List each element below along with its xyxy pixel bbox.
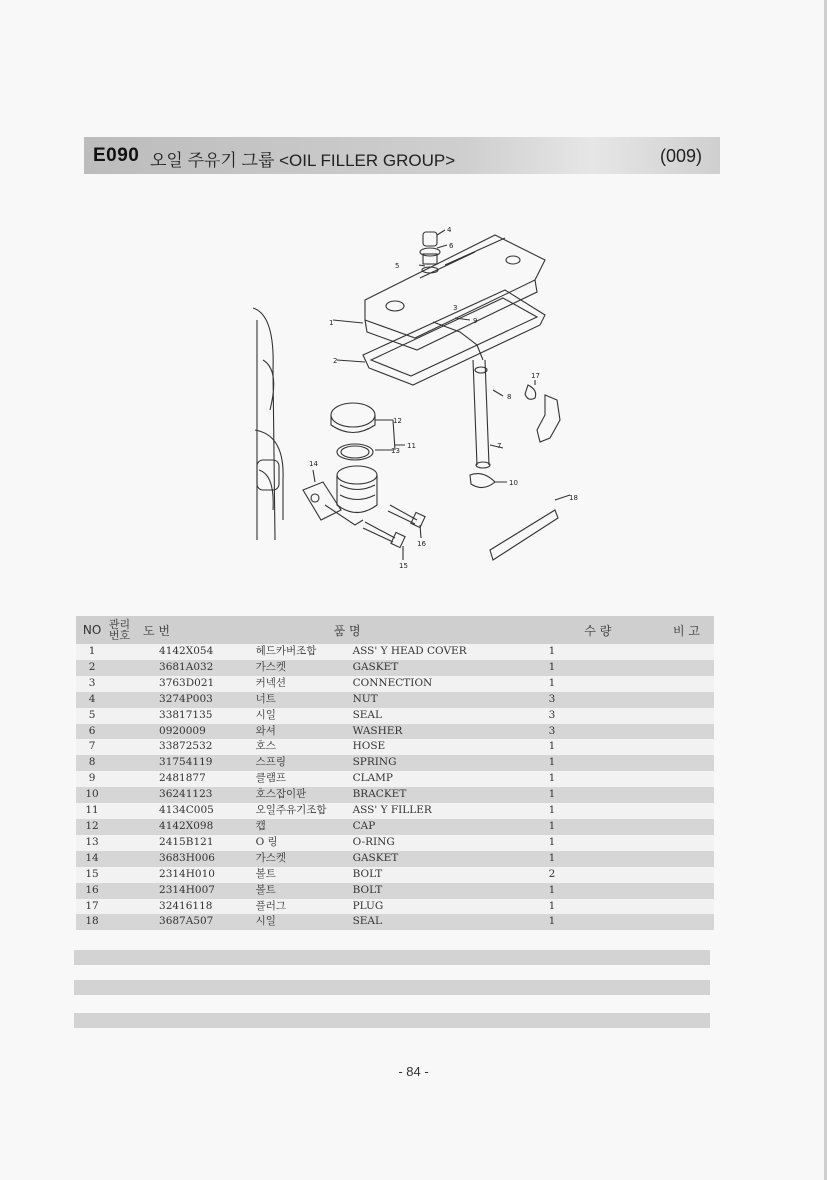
header-qty-label: 수 량 (584, 623, 612, 638)
row-note (651, 867, 714, 883)
callout-14: 14 (309, 460, 318, 468)
bracket-clip (470, 474, 495, 488)
row-mgmt (108, 835, 131, 851)
filler-gasket (303, 482, 341, 520)
row-name-korean: 오일주유기조합 (256, 803, 353, 819)
callout-4: 4 (447, 226, 452, 234)
callout-16: 16 (417, 540, 426, 548)
diagram-callout-labels (309, 226, 578, 570)
header-qty (502, 616, 651, 644)
table-row (76, 771, 714, 787)
section-title: 오일 주유기 그룹 <OIL FILLER GROUP> (150, 151, 456, 170)
row-part-number: 0920009 (131, 724, 256, 740)
row-mgmt (108, 708, 131, 724)
row-name-english: GASKET (353, 851, 503, 867)
row-part-number: 33872532 (131, 739, 256, 755)
callout-3: 3 (453, 304, 458, 312)
row-mgmt (108, 819, 131, 835)
row-name-korean: 와셔 (256, 724, 353, 740)
header-note-label: 비 고 (673, 623, 700, 638)
row-no: 12 (76, 819, 108, 835)
callout-9: 9 (473, 317, 478, 325)
callout-5: 5 (395, 262, 400, 270)
blank-row (74, 980, 710, 995)
row-no: 15 (76, 867, 108, 883)
row-part-number: 3687A507 (131, 914, 256, 930)
row-note (651, 708, 714, 724)
row-part-number: 4134C005 (131, 803, 256, 819)
row-name-english: SPRING (353, 755, 503, 771)
header-no (76, 616, 108, 644)
row-name-english: CAP (353, 819, 503, 835)
row-note (651, 771, 714, 787)
row-mgmt (108, 899, 131, 915)
row-mgmt (108, 755, 131, 771)
row-part-number: 4142X054 (131, 644, 256, 660)
nut-part (423, 232, 437, 246)
callout-11: 11 (407, 442, 416, 450)
row-no: 14 (76, 851, 108, 867)
table-row (76, 692, 714, 708)
row-part-number: 4142X098 (131, 819, 256, 835)
row-quantity: 1 (502, 676, 651, 692)
table-row (76, 644, 714, 660)
row-no: 10 (76, 787, 108, 803)
row-name-english: WASHER (353, 724, 503, 740)
row-no: 6 (76, 724, 108, 740)
row-mgmt (108, 867, 131, 883)
table-row (76, 899, 714, 915)
table-row (76, 867, 714, 883)
callout-10: 10 (509, 479, 518, 487)
row-quantity: 1 (502, 914, 651, 930)
row-quantity: 1 (502, 883, 651, 899)
row-part-number: 36241123 (131, 787, 256, 803)
row-name-korean: 헤드카버조합 (256, 644, 353, 660)
row-note (651, 755, 714, 771)
bolt-16 (388, 505, 417, 524)
row-part-number: 33817135 (131, 708, 256, 724)
head-cover (365, 235, 545, 338)
section-header (84, 137, 720, 174)
row-mgmt (108, 692, 131, 708)
callout-7: 7 (497, 442, 502, 450)
row-name-english: HOSE (353, 739, 503, 755)
row-note (651, 724, 714, 740)
callout-8: 8 (507, 393, 512, 401)
row-name-english: CONNECTION (353, 676, 503, 692)
blank-row (74, 950, 710, 965)
row-no: 17 (76, 899, 108, 915)
table-row (76, 755, 714, 771)
row-no: 11 (76, 803, 108, 819)
row-mgmt (108, 787, 131, 803)
row-name-korean: 클램프 (256, 771, 353, 787)
row-no: 4 (76, 692, 108, 708)
header-mgmt (108, 616, 131, 644)
row-mgmt (108, 660, 131, 676)
row-quantity: 1 (502, 851, 651, 867)
row-mgmt (108, 644, 131, 660)
row-quantity: 1 (502, 819, 651, 835)
header-name (256, 616, 503, 644)
row-mgmt (108, 803, 131, 819)
row-part-number: 3763D021 (131, 676, 256, 692)
row-note (651, 644, 714, 660)
row-quantity: 1 (502, 835, 651, 851)
row-name-korean: 시일 (256, 914, 353, 930)
row-no: 9 (76, 771, 108, 787)
row-name-korean: 볼트 (256, 867, 353, 883)
table-row (76, 787, 714, 803)
table-row (76, 708, 714, 724)
row-quantity: 1 (502, 771, 651, 787)
parts-table (76, 616, 714, 930)
callout-1: 1 (329, 319, 334, 327)
row-name-english: BRACKET (353, 787, 503, 803)
row-name-korean: 가스켓 (256, 660, 353, 676)
row-quantity: 1 (502, 899, 651, 915)
row-part-number: 2314H010 (131, 867, 256, 883)
callout-17: 17 (531, 372, 540, 380)
row-no: 7 (76, 739, 108, 755)
row-mgmt (108, 771, 131, 787)
row-note (651, 851, 714, 867)
parts-table-body (76, 644, 714, 930)
row-name-english: O-RING (353, 835, 503, 851)
table-row (76, 660, 714, 676)
row-mgmt (108, 851, 131, 867)
hose-part (473, 360, 489, 465)
row-name-english: GASKET (353, 660, 503, 676)
row-name-english: BOLT (353, 867, 503, 883)
row-quantity: 1 (502, 739, 651, 755)
row-name-english: SEAL (353, 708, 503, 724)
row-part-number: 31754119 (131, 755, 256, 771)
row-part-number: 32416118 (131, 899, 256, 915)
row-note (651, 883, 714, 899)
callout-13: 13 (391, 447, 400, 455)
row-note (651, 676, 714, 692)
row-quantity: 3 (502, 708, 651, 724)
row-note (651, 835, 714, 851)
row-name-korean: 너트 (256, 692, 353, 708)
header-name-label: 품 명 (333, 623, 361, 638)
row-name-english: NUT (353, 692, 503, 708)
header-mgmt-line1: 관리 (108, 618, 131, 631)
row-note (651, 914, 714, 930)
table-row (76, 851, 714, 867)
row-mgmt (108, 914, 131, 930)
table-row (76, 739, 714, 755)
row-name-korean: 스프링 (256, 755, 353, 771)
row-part-number: 3274P003 (131, 692, 256, 708)
row-no: 1 (76, 644, 108, 660)
table-row (76, 819, 714, 835)
row-part-number: 3683H006 (131, 851, 256, 867)
seal-strip (490, 510, 558, 560)
row-no: 5 (76, 708, 108, 724)
row-no: 13 (76, 835, 108, 851)
bolt-15 (363, 522, 395, 542)
engine-block-outline (253, 308, 283, 540)
row-quantity: 1 (502, 644, 651, 660)
row-quantity: 1 (502, 803, 651, 819)
section-code: E090 (93, 145, 140, 166)
row-name-english: BOLT (353, 883, 503, 899)
row-name-english: ASS' Y HEAD COVER (353, 644, 503, 660)
row-no: 3 (76, 676, 108, 692)
row-name-korean: O 링 (256, 835, 353, 851)
row-name-english: SEAL (353, 914, 503, 930)
row-name-english: PLUG (353, 899, 503, 915)
header-no-label: NO (82, 623, 102, 637)
row-name-korean: 호스 (256, 739, 353, 755)
filler-cap (331, 403, 375, 427)
row-note (651, 819, 714, 835)
row-name-korean: 호스잡이판 (256, 787, 353, 803)
group-number: (009) (659, 146, 702, 166)
row-quantity: 2 (502, 867, 651, 883)
plug-part (525, 385, 536, 399)
row-quantity: 1 (502, 755, 651, 771)
row-quantity: 1 (502, 660, 651, 676)
row-note (651, 739, 714, 755)
table-row (76, 835, 714, 851)
row-part-number: 2314H007 (131, 883, 256, 899)
header-drawing-label: 도 번 (143, 623, 171, 638)
callout-6: 6 (449, 242, 454, 250)
exploded-parts-diagram (245, 220, 590, 580)
row-note (651, 660, 714, 676)
engine-port (257, 460, 279, 490)
row-note (651, 803, 714, 819)
row-mgmt (108, 883, 131, 899)
row-no: 16 (76, 883, 108, 899)
row-quantity: 3 (502, 724, 651, 740)
table-row (76, 914, 714, 930)
row-part-number: 2481877 (131, 771, 256, 787)
parts-table-header (76, 616, 714, 644)
row-part-number: 2415B121 (131, 835, 256, 851)
table-row (76, 803, 714, 819)
table-row (76, 724, 714, 740)
blank-row (74, 1013, 710, 1028)
row-name-korean: 가스켓 (256, 851, 353, 867)
row-name-korean: 커넥션 (256, 676, 353, 692)
row-name-korean: 캡 (256, 819, 353, 835)
row-note (651, 787, 714, 803)
header-mgmt-line2: 번호 (108, 629, 131, 642)
callout-18: 18 (569, 494, 578, 502)
table-row (76, 676, 714, 692)
row-note (651, 692, 714, 708)
row-note (651, 899, 714, 915)
filler-body (337, 475, 377, 513)
row-quantity: 3 (502, 692, 651, 708)
table-row (76, 883, 714, 899)
row-name-english: ASS' Y FILLER (353, 803, 503, 819)
row-mgmt (108, 724, 131, 740)
callout-2: 2 (333, 357, 338, 365)
row-part-number: 3681A032 (131, 660, 256, 676)
row-name-korean: 볼트 (256, 883, 353, 899)
row-name-english: CLAMP (353, 771, 503, 787)
callout-12: 12 (393, 417, 402, 425)
row-mgmt (108, 739, 131, 755)
row-quantity: 1 (502, 787, 651, 803)
header-note (651, 616, 714, 644)
callout-15: 15 (399, 562, 408, 570)
row-no: 2 (76, 660, 108, 676)
header-drawing (131, 616, 256, 644)
row-name-korean: 플러그 (256, 899, 353, 915)
row-mgmt (108, 676, 131, 692)
row-no: 18 (76, 914, 108, 930)
page-number: - 84 - (398, 1064, 429, 1079)
row-name-korean: 시일 (256, 708, 353, 724)
row-no: 8 (76, 755, 108, 771)
